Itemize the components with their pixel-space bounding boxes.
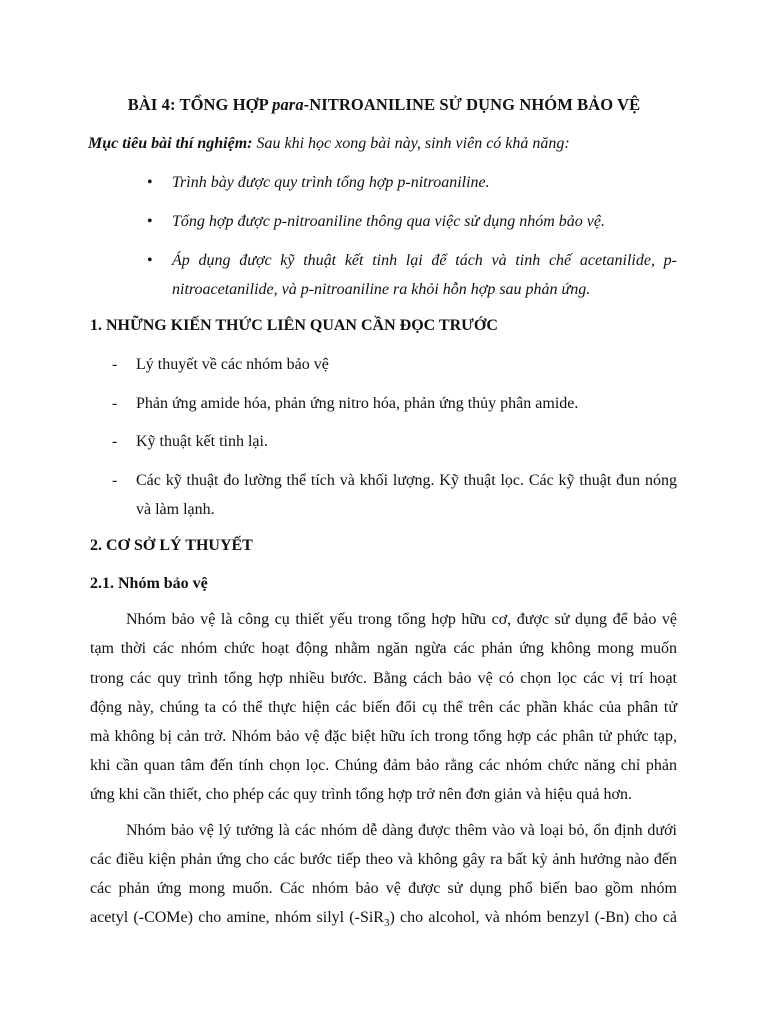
paragraph-line: Nhóm bảo vệ là công cụ thiết yếu trong tổng hợp hữu cơ, được sử dụng để bảo vệ: [126, 611, 677, 628]
title-prefix: BÀI 4: TỔNG HỢP: [127, 95, 273, 114]
bullet-item-continuation: nitroacetanilide, và p-nitroaniline ra khỏi hỗn hợp sau phản ứng.: [172, 281, 591, 298]
line-after-subscript: ) cho alcohol, và nhóm benzyl (-Bn) cho cả: [389, 909, 677, 926]
page-title: [0, 95, 768, 115]
paragraph-line: các phản ứng mong muốn. Các nhóm bảo vệ được sử dụng phổ biến bao gồm nhóm: [90, 880, 677, 897]
paragraph-line: các điều kiện phản ứng cho các bước tiếp theo và không gây ra bất kỳ ảnh hưởng nào đến: [90, 851, 677, 868]
dash-marker: -: [112, 356, 118, 373]
paragraph-line: tạm thời các nhóm chức hoạt động nhằm ngăn ngừa các phản ứng không mong muốn: [90, 640, 677, 657]
list-item: Phản ứng amide hóa, phản ứng nitro hóa, phản ứng thủy phân amide.: [136, 395, 579, 412]
bullet-item: Trình bày được quy trình tổng hợp p-nitroaniline.: [172, 174, 490, 191]
list-item-continuation: và làm lạnh.: [136, 501, 215, 518]
dash-marker: -: [112, 433, 118, 450]
bullet-item: Áp dụng được kỹ thuật kết tinh lại để tách và tinh chế acetanilide, p-: [172, 252, 677, 269]
paragraph-line: Nhóm bảo vệ lý tưởng là các nhóm dễ dàng được thêm vào và loại bỏ, ổn định dưới: [126, 822, 677, 839]
bullet-marker: •: [147, 252, 153, 269]
list-item: Kỹ thuật kết tinh lại.: [136, 433, 268, 450]
title-suffix: -NITROANILINE SỬ DỤNG NHÓM BẢO VỆ: [303, 95, 641, 114]
paragraph-line: ứng khi cần thiết, cho phép các quy trình tổng hợp trở nên đơn giản và hiệu quả hơn.: [90, 786, 632, 803]
subsection-heading: 2.1. Nhóm bảo vệ: [90, 575, 208, 592]
objective-text: Sau khi học xong bài này, sinh viên có khả năng:: [252, 135, 570, 152]
objective-label: Mục tiêu bài thí nghiệm:: [88, 135, 253, 152]
bullet-item: Tổng hợp được p-nitroaniline thông qua việc sử dụng nhóm bảo vệ.: [172, 213, 605, 230]
section-heading: 1. NHỮNG KIẾN THỨC LIÊN QUAN CẦN ĐỌC TRƯỚC: [90, 317, 498, 334]
paragraph-line: trong các quy trình tổng hợp nhiều bước. Bằng cách bảo vệ có chọn lọc các vị trí hoạt: [90, 670, 677, 687]
bullet-marker: •: [147, 213, 153, 230]
paragraph-line: mà không bị cản trở. Nhóm bảo vệ đặc biệt hữu ích trong tổng hợp các phân tử phức tạp,: [90, 728, 677, 745]
title-italic: para: [272, 95, 304, 114]
subscript-3: 3: [383, 917, 390, 930]
dash-marker: -: [112, 472, 118, 489]
section-heading: 2. CƠ SỞ LÝ THUYẾT: [90, 537, 253, 554]
line-before-subscript: acetyl (-COMe) cho amine, nhóm silyl (-SiR: [90, 909, 384, 926]
bullet-marker: •: [147, 174, 153, 191]
dash-marker: -: [112, 395, 118, 412]
list-item: Lý thuyết về các nhóm bảo vệ: [136, 356, 329, 373]
paragraph-line: động này, chúng ta có thể thực hiện các biến đổi cụ thể trên các phần khác của phân tử: [90, 699, 677, 716]
list-item: Các kỹ thuật đo lường thể tích và khối lượng. Kỹ thuật lọc. Các kỹ thuật đun nóng: [136, 472, 677, 489]
objective-line: [88, 135, 570, 153]
paragraph-line: khi cần quan tâm đến tính chọn lọc. Chúng đảm bảo rằng các nhóm chức năng chỉ phản: [90, 757, 677, 774]
paragraph-line: [90, 909, 677, 929]
